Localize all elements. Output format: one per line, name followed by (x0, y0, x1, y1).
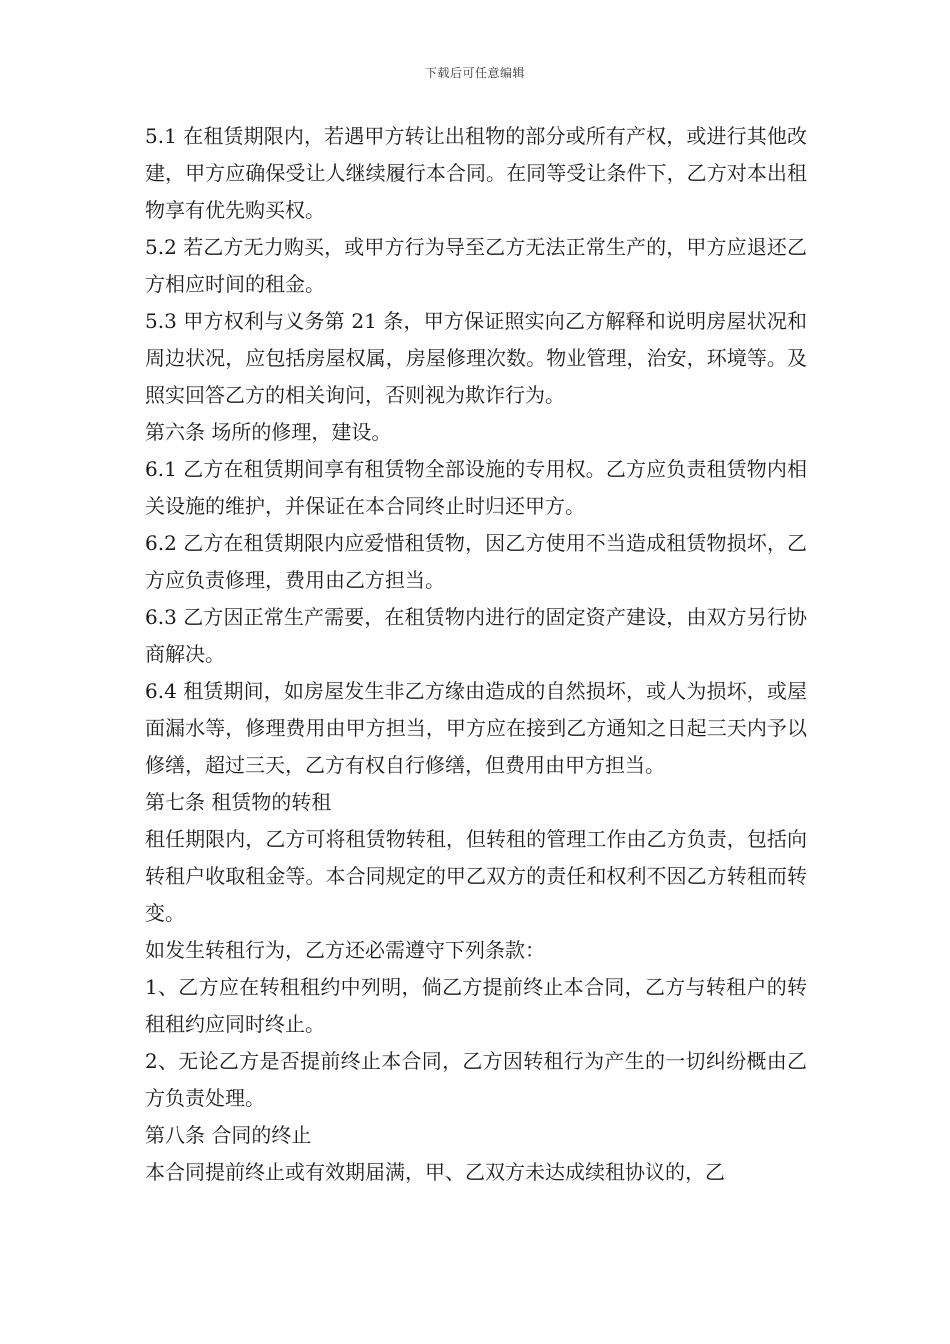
article-8-body: 本合同提前终止或有效期届满，甲、乙双方未达成续租协议的，乙 (145, 1160, 725, 1184)
document-body (145, 118, 807, 1191)
article-6-heading: 第六条 场所的修理，建设。 (145, 420, 392, 444)
article-7-item-1: 1、乙方应在转租租约中列明，倘乙方提前终止本合同，乙方与转租户的转租租约应同时终止。 (145, 975, 807, 1036)
article-8-heading: 第八条 合同的终止 (145, 1123, 312, 1147)
article-7-item-2: 2、无论乙方是否提前终止本合同，乙方因转租行为产生的一切纠纷概由乙方负责处理。 (145, 1049, 807, 1110)
article-7-body: 租任期限内，乙方可将租赁物转租，但转租的管理工作由乙方负责，包括向转租户收取租金等。本合同规定的甲乙双方的责任和权利不因乙方转租而转变。 (145, 827, 807, 925)
clause-6-1: 6.1 乙方在租赁期间享有租赁物全部设施的专用权。乙方应负责租赁物内相关设施的维护，并保证在本合同终止时归还甲方。 (145, 457, 807, 518)
page-header: 下载后可任意编辑 (424, 66, 525, 80)
clause-6-4: 6.4 租赁期间，如房屋发生非乙方缘由造成的自然损坏，或人为损坏，或屋面漏水等，修理费用由甲方担当，甲方应在接到乙方通知之日起三天内予以修缮，超过三天，乙方有权自行修缮，但费用由甲方担当。 (145, 679, 807, 777)
clause-5-2: 5.2 若乙方无力购买，或甲方行为导至乙方无法正常生产的，甲方应退还乙方相应时间的租金。 (145, 235, 807, 296)
clause-5-3: 5.3 甲方权利与义务第 21 条，甲方保证照实向乙方解释和说明房屋状况和周边状况，应包括房屋权属，房屋修理次数。物业管理，治安，环境等。及照实回答乙方的相关询问，否则视为欺诈行为。 (145, 309, 807, 407)
article-7-intro: 如发生转租行为，乙方还必需遵守下列条款： (145, 938, 545, 962)
article-7-heading: 第七条 租赁物的转租 (145, 790, 332, 814)
clause-5-1: 5.1 在租赁期限内，若遇甲方转让出租物的部分或所有产权，或进行其他改建，甲方应确保受让人继续履行本合同。在同等受让条件下，乙方对本出租物享有优先购买权。 (145, 124, 807, 222)
clause-6-3: 6.3 乙方因正常生产需要，在租赁物内进行的固定资产建设，由双方另行协商解决。 (145, 605, 807, 666)
clause-6-2: 6.2 乙方在租赁期限内应爱惜租赁物，因乙方使用不当造成租赁物损坏，乙方应负责修理，费用由乙方担当。 (145, 531, 807, 592)
